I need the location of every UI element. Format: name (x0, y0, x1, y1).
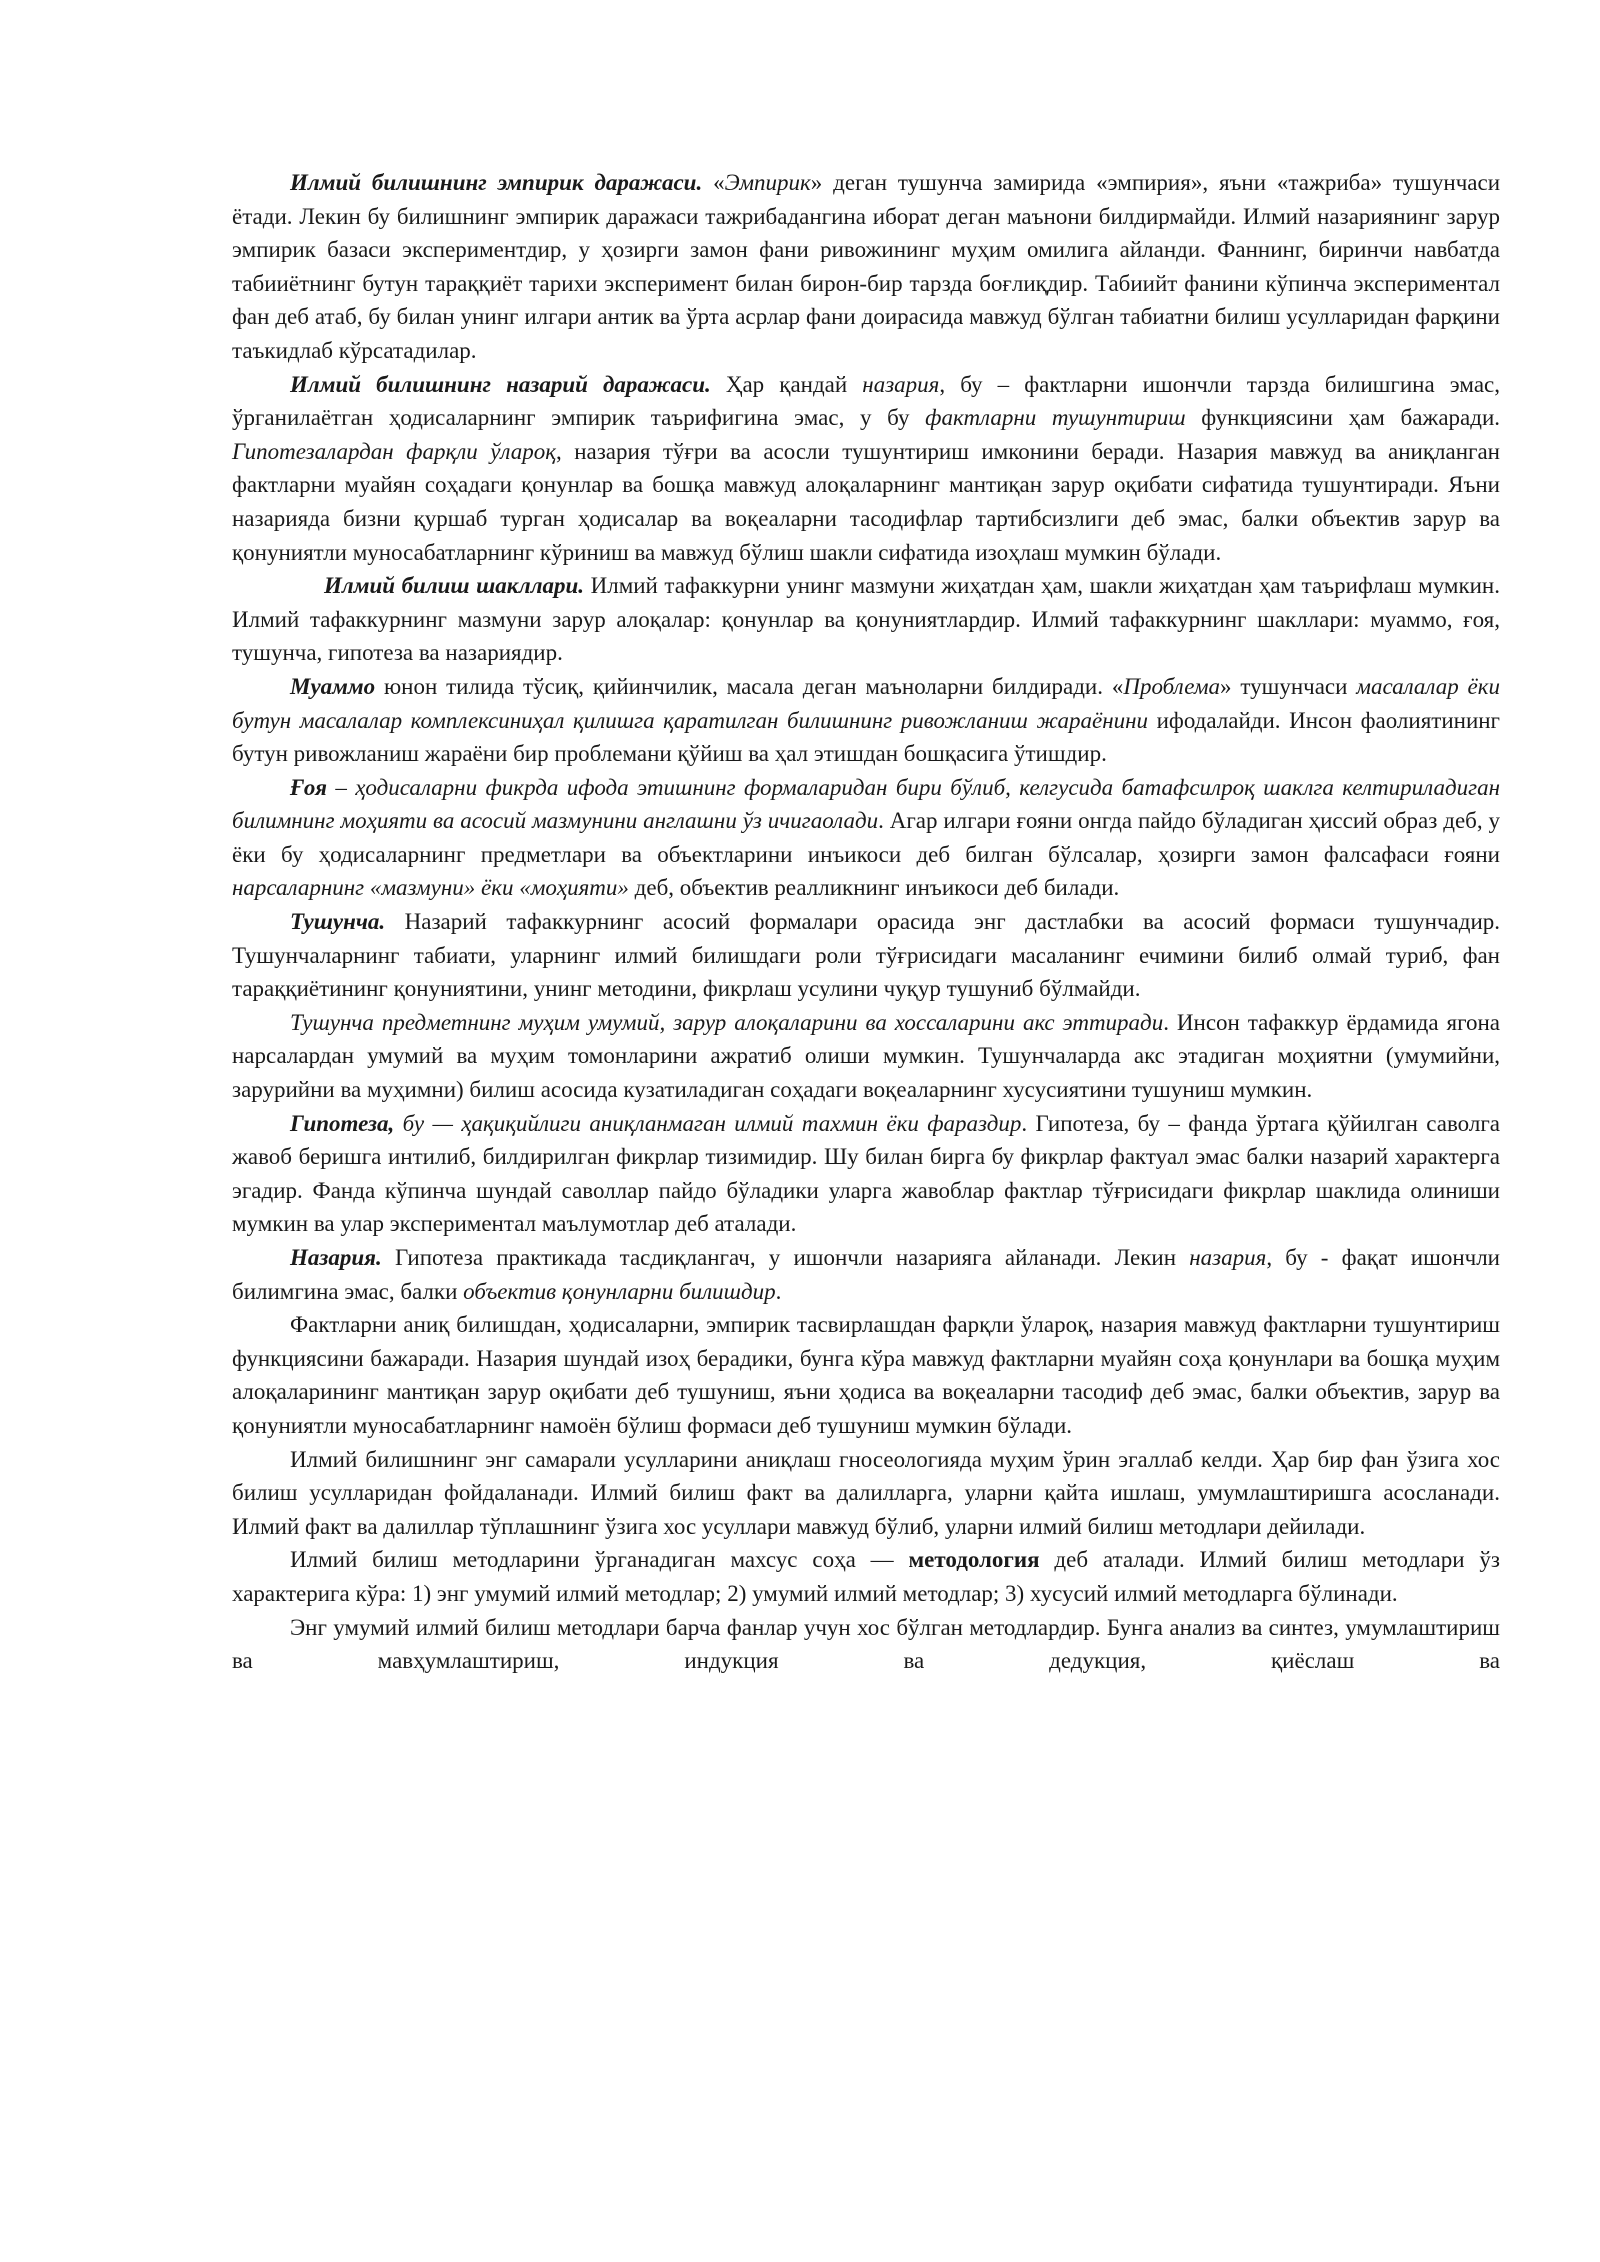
paragraph-concept (232, 905, 1500, 1006)
text-run: , бу – фактларни ишончли тарзда билишгина эмас, ўрганилаётган ҳодисаларнинг эмпирик таърифигина эмас, у бу (232, 371, 1500, 431)
italic-text: нарсаларнинг «мазмуни» ёки «моҳияти» (232, 875, 629, 901)
text-run: . Инсон тафаккур ёрдамида ягона нарсалардан умумий ва муҳим томонларини ажратиб олиши мумкин. Тушунчаларда акс этадиган моҳиятни (умумийни, зарурийни ва муҳимни) билиш асосида кузатиладиган соҳадаги воқеаларнинг хусусиятини тушуниш мумкин. (232, 1009, 1500, 1103)
text-run: » деган тушунча замирида «эмпирия», яъни «тажриба» тушунчаси ётади. Лекин бу билишнинг эмпирик даражаси тажрибадангина иборат деган маънони билдирмайди. Илмий назариянинг зарур эмпирик базаси экспериментдир, у ҳозирги замон фани ривожининг муҳим омилига айланди. Фаннинг, биринчи навбатда табииётнинг бутун тараққиёт тарихи эксперимент билан бирон-бир тарзда боғлиқдир. Табиийт фанини кўпинча экспериментал фан деб атаб, бу билан унинг илгари антик ва ўрта асрлар фани доирасида мавжуд бўлган табиатни билиш усулларидан фарқини таъкидлаб кўрсатадилар. (232, 170, 1501, 363)
heading-term: Илмий билишнинг эмпирик даражаси. (290, 170, 703, 195)
paragraph-methodology (232, 1543, 1500, 1610)
paragraph-general-methods (232, 1611, 1500, 1678)
italic-text: масалалар ёки бутун масалалар комплексиниҳал қилишга қаратилган билишнинг ривожланиш жараёнини (232, 673, 1500, 733)
italic-text: Гипотезалардан фарқли ўлароқ (232, 438, 556, 464)
paragraph-theory-explanation (232, 1308, 1500, 1442)
heading-term: Илмий билишнинг назарий даражаси. (290, 371, 711, 397)
text-run: юнон тилида тўсиқ, қийинчилик, масала деган маъноларни билдиради. « (375, 673, 1124, 699)
text-run: . Гипотеза, бу – фанда ўртага қўйилган саволга жавоб беришга интилиб, билдирилган фикрлар тизимидир. Шу билан бирга бу фикрлар фактуал эмас балки назарий характерга эгадир. Фанда кўпинча шундай саволлар пайдо бўладики уларга жавоблар фактлар тўғрисидаги фикрлар шаклида олиниши мумкин ва улар экспериментал маълумотлар деб аталади. (232, 1110, 1500, 1237)
paragraph-hypothesis (232, 1107, 1500, 1241)
paragraph-forms-of-knowledge (232, 569, 1500, 670)
italic-text: назария (862, 371, 940, 397)
text-run: Илмий билиш методларини ўрганадиган махсус соҳа — (290, 1547, 909, 1573)
text-run: Ҳар қандай (710, 371, 863, 397)
text-run: . Агар илгари ғояни онгда пайдо бўладиган ҳиссий образ деб, у ёки бу ҳодисаларнинг предметлари ва объектларини инъикоси деб билган бўлсалар, ҳозирги замон фалсафаси ғояни (232, 808, 1500, 867)
text-run: . (775, 1278, 782, 1304)
text-run: Илмий билишнинг энг самарали усулларини аниқлаш гносеологияда муҳим ўрин эгаллаб келди. Ҳар бир фан ўзига хос билиш усулларидан фойдаланади. Илмий билиш факт ва далилларга, уларни қайта ишлаш, умумлаштиришга асосланади. Илмий факт ва далиллар тўплашнинг ўзига хос усуллари мавжуд бўлиб, уларни илмий билиш методлари дейилади. (232, 1446, 1500, 1539)
paragraph-theoretical-level (232, 368, 1500, 570)
text-run: » тушунчаси (1220, 673, 1357, 699)
paragraph-methods-intro (232, 1443, 1500, 1544)
italic-text: Тушунча предметнинг муҳим умумий, зарур алоқаларини ва хоссаларини акс эттиради (290, 1009, 1164, 1035)
text-run: , назария тўғри ва асосли тушунтириш имконини беради. Назария мавжуд ва аниқланган фактларни муайян соҳадаги қонунлар ва бошқа мавжуд алоқаларнинг мантиқан зарур оқибати сифатида тушунтиради. Яъни назарияда бизни қуршаб турган ҳодисалар ва воқеаларни тасодифлар тартибсизлиги деб эмас, балки объектив зарур ва қонуниятли муносабатларнинг кўриниш ва мавжуд бўлиш шакли сифатида изоҳлаш мумкин бўлади. (232, 438, 1500, 565)
paragraph-concept-definition (232, 1006, 1500, 1107)
paragraph-idea (232, 771, 1500, 905)
text-run: , бу - фақат ишончли билимгина эмас, балки (232, 1245, 1500, 1304)
italic-text: назария (1189, 1245, 1267, 1270)
text-run: Илмий тафаккурни унинг мазмуни жиҳатдан ҳам, шакли жиҳатдан ҳам таърифлаш мумкин. Илмий тафаккурнинг мазмуни зарур алоқалар: қонунлар ва қонуниятлардир. Илмий тафаккурнинг шакллари: муаммо, ғоя, тушунча, гипотеза ва назариядир. (232, 573, 1500, 666)
text-run: деб, объектив реалликнинг инъикоси деб билади. (628, 875, 1120, 901)
italic-text: Проблема (1123, 673, 1221, 699)
heading-term: Гипотеза, (290, 1110, 395, 1136)
heading-term: Назария. (290, 1245, 382, 1270)
italic-text: Эмпирик (724, 170, 811, 195)
text-run: Фактларни аниқ билишдан, ҳодисаларни, эмпирик тасвирлашдан фарқли ўлароқ, назария мавжуд фактларни тушунтириш функциясини бажаради. Назария шундай изоҳ берадики, бунга кўра мавжуд фактларни муайян соҳа қонунлари ва бошқа муҳим алоқаларининг мантиқан зарур оқибати деб тушуниш, яъни ҳодиса ва воқеаларни тасодиф деб эмас, балки объектив, зарур ва қонуниятли муносабатларнинг намоён бўлиш формаси деб тушуниш мумкин бўлади. (232, 1312, 1500, 1438)
text-run: Гипотеза практикада тасдиқлангач, у ишончли назарияга айланади. Лекин (381, 1245, 1190, 1270)
heading-term: Ғоя (290, 774, 327, 800)
text-run: Назарий тафаккурнинг асосий формалари орасида энг дастлабки ва асосий формаси тушунчадир. Тушунчаларнинг табиати, уларнинг илмий билишдаги роли тўғрисидаги масаланинг ечимини билиб олмай туриб, фан тараққиётининг қонуниятини, унинг методини, фикрлаш усулини чуқур тушуниб бўлмайди. (232, 909, 1500, 1002)
italic-text: объектив қонунларни билишдир (463, 1278, 776, 1304)
italic-text: – ҳодисаларни фикрда ифода этишнинг формаларидан бири бўлиб, келгусида батафсилроқ шаклга келтириладиган билимнинг моҳияти ва асосий мазмунини англашни ўз ичигаолади (232, 774, 1500, 834)
paragraph-theory (232, 1241, 1500, 1308)
paragraph-problem (232, 670, 1500, 771)
italic-text: бу — ҳақиқийлиги аниқланмаган илмий тахмин ёки фараздир (394, 1110, 1022, 1136)
heading-term: Илмий билиш шакллари. (324, 573, 585, 599)
text-run: ифодалайди. Инсон фаолиятининг бутун ривожланиш жараёни бир проблемани қўйиш ва ҳал этишдан бошқасига ўтишдир. (232, 707, 1500, 767)
italic-text: фактларни тушунтириш (925, 405, 1186, 431)
text-run: « (702, 170, 725, 195)
paragraph-empirical-level (232, 166, 1500, 368)
text-run: функциясини ҳам бажаради. (1185, 405, 1500, 431)
text-run: деб аталади. Илмий билиш методлари ўз характерига кўра: 1) энг умумий илмий методлар; 2) умумий илмий методлар; 3) хусусий илмий методларга бўлинади. (232, 1547, 1500, 1606)
heading-term: Муаммо (290, 673, 376, 699)
document-page (232, 166, 1500, 1678)
heading-term: Тушунча. (290, 909, 386, 935)
text-run: Энг умумий илмий билиш методлари барча фанлар учун хос бўлган методлардир. Бунга анализ ва синтез, умумлаштириш ва мавҳумлаштириш, индукция ва дедукция, қиёслаш ва (232, 1614, 1500, 1674)
bold-term: методология (908, 1547, 1040, 1573)
